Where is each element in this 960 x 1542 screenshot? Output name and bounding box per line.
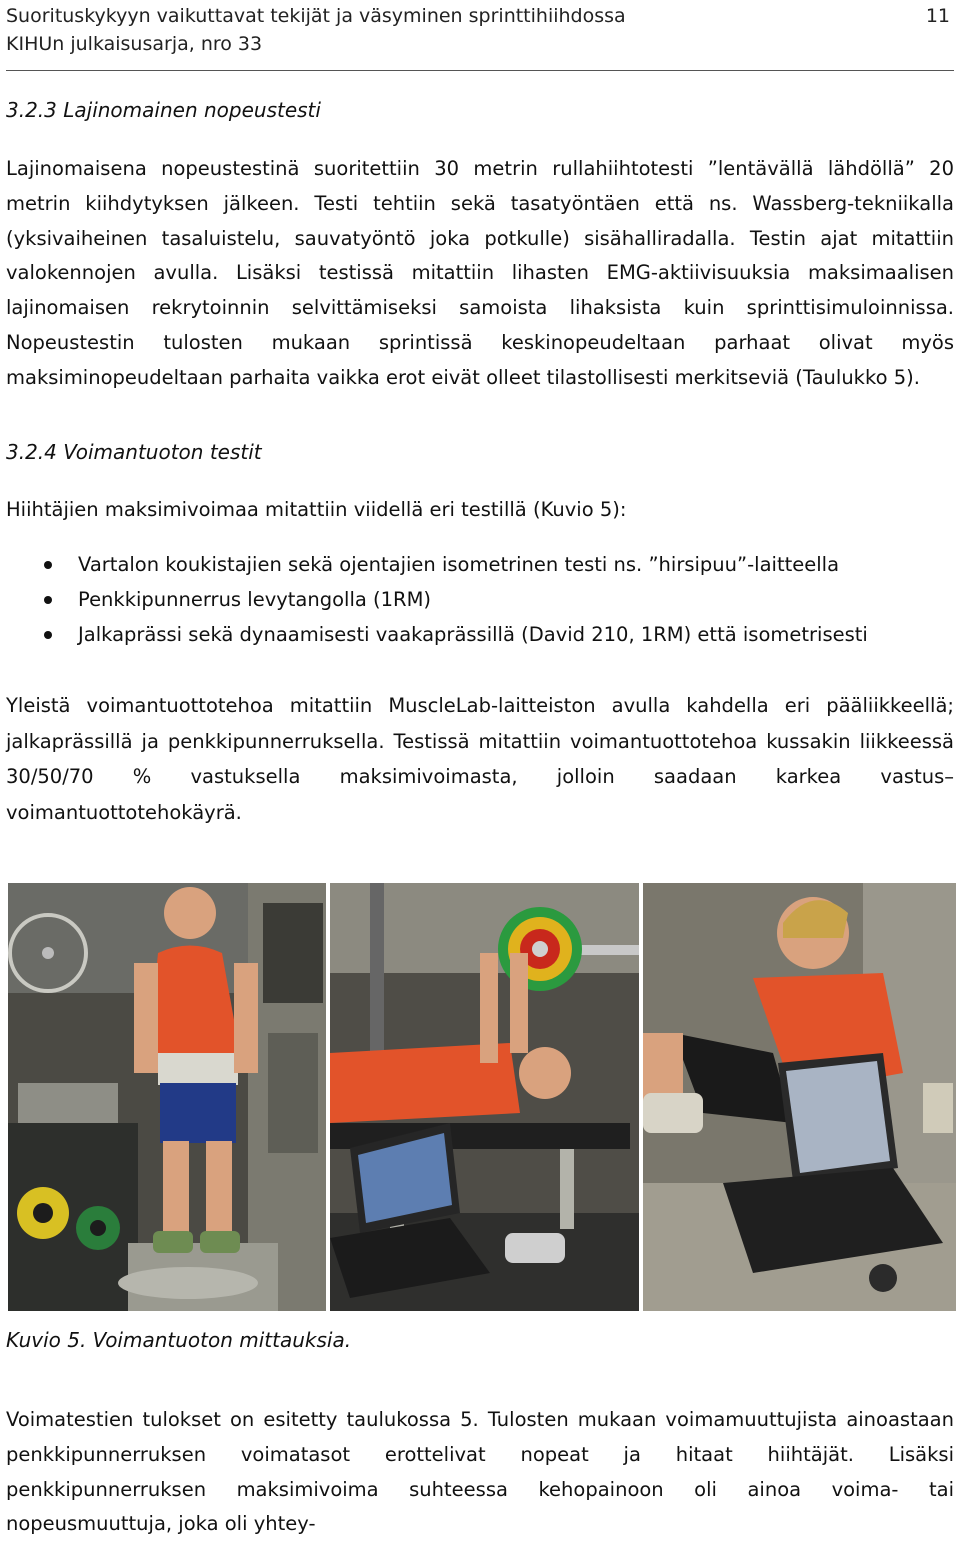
paragraph-strength-intro: Hiihtäjien maksimivoimaa mitattiin viidellä eri testillä (Kuvio 5):	[6, 498, 627, 521]
header-rule	[6, 70, 954, 71]
header-title: Suorituskykyyn vaikuttavat tekijät ja väsyminen sprinttihiihdossa	[6, 5, 626, 27]
bullet-icon	[44, 596, 52, 604]
bullet-icon	[44, 561, 52, 569]
paragraph-results: Voimatestien tulokset on esitetty taulukossa 5. Tulosten mukaan voimamuuttujista ainoastaan penkkipunnerruksen voimatasot erottelivat nopeat ja hitaat hiihtäjät. Lisäksi penkkipunnerruksen maksimivoima suhteessa kehopainoon oli ainoa voima- tai nopeusmuuttuja, joka oli yhtey-	[6, 1408, 954, 1536]
header-series: KIHUn julkaisusarja, nro 33	[6, 33, 263, 55]
list-item: Penkkipunnerrus levytangolla (1RM)	[6, 582, 946, 617]
test-list	[6, 547, 946, 652]
list-item: Vartalon koukistajien sekä ojentajien isometrinen testi ns. ”hirsipuu”-laitteella	[6, 547, 946, 582]
bullet-icon	[44, 631, 52, 639]
paragraph-speed-test: Lajinomaisena nopeustestinä suoritettiin 30 metrin rullahiihtotesti ”lentävällä lähdöllä” 20 metrin kiihdytyksen jälkeen. Testi tehtiin sekä tasatyöntäen että ns. Wassberg-tekniikalla (yksivaiheinen tasaluistelu, sauvatyöntö joka potkulle) sisähalliradalla. Testin ajat mitattiin valokennojen avulla. Lisäksi testissä mitattiin lihasten EMG-aktiivisuuksia maksimaalisen lajinomaisen rekrytoinnin selvittämiseksi samoista lihaksista kuin sprinttisimuloinnissa. Nopeustestin tulosten mukaan sprintissä keskinopeudeltaan parhaat olivat myös maksiminopeudeltaan parhaita vaikka erot eivät olleet tilastollisesti merkitseviä (Taulukko 5).	[6, 157, 954, 389]
photo-isometric-test	[8, 883, 326, 1311]
page-number: 11	[925, 5, 950, 27]
section-heading-3-2-3: 3.2.3 Lajinomainen nopeustesti	[6, 98, 321, 122]
paragraph-power-test: Yleistä voimantuottotehoa mitattiin MuscleLab-laitteiston avulla kahdella eri pääliikkeellä; jalkaprässillä ja penkkipunnerruksella. Testissä mitattiin voimantuottotehoa kussakin liikkeessä 30/50/70 % vastuksella maksimivoimasta, jolloin saadaan karkea vastus–voimantuottotehokäyrä.	[6, 694, 954, 824]
running-header	[6, 2, 954, 58]
photo-bench-press	[330, 883, 639, 1311]
list-item: Jalkaprässi sekä dynaamisesti vaakaprässillä (David 210, 1RM) että isometrisesti	[6, 617, 946, 652]
figure-caption: Kuvio 5. Voimantuoton mittauksia.	[6, 1328, 352, 1352]
photo-leg-press	[643, 883, 956, 1311]
section-heading-3-2-4: 3.2.4 Voimantuoton testit	[6, 440, 262, 464]
